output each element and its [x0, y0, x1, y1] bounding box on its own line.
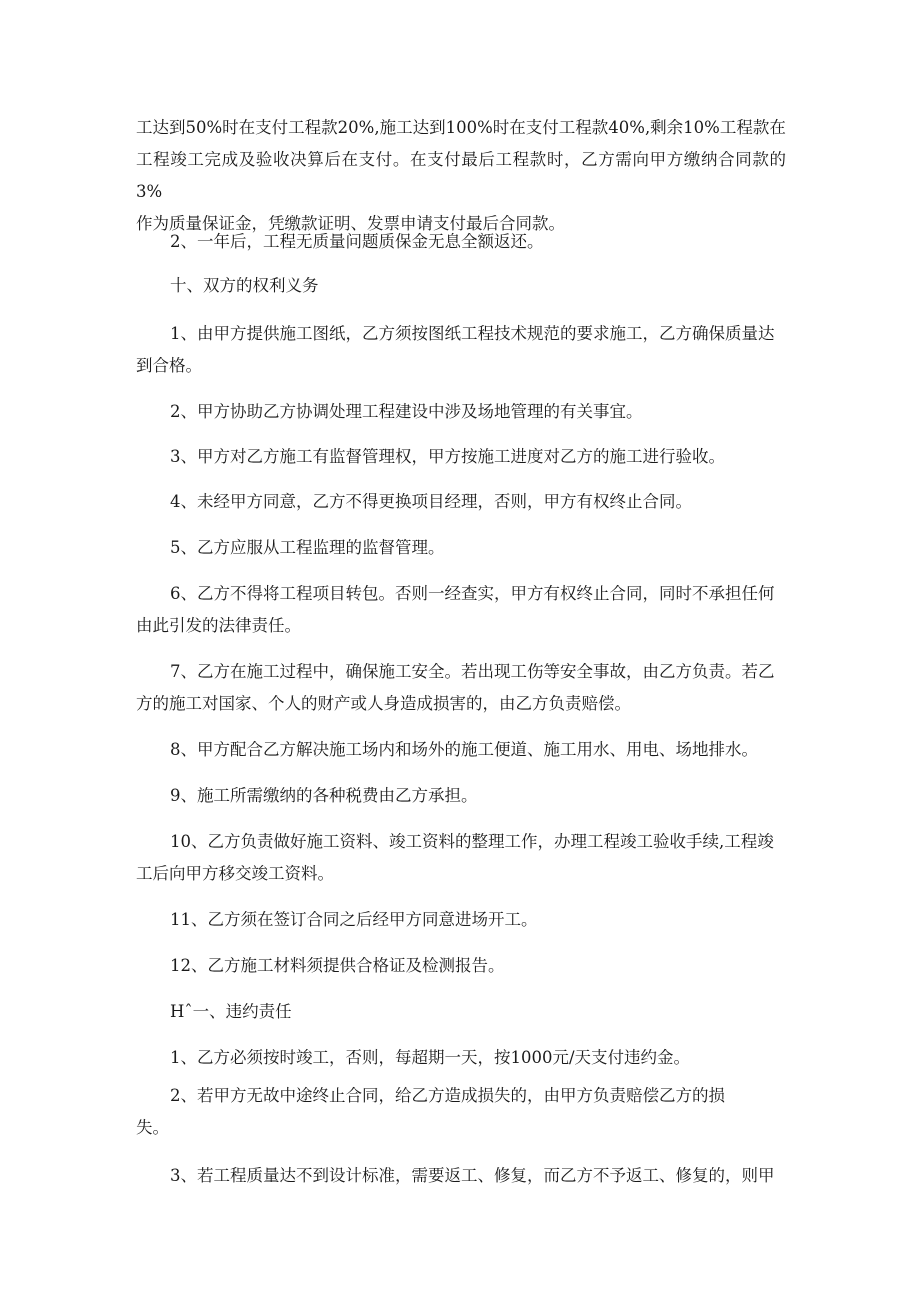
text-line: 失。 — [136, 1118, 169, 1137]
text-line: 到合格。 — [136, 356, 202, 375]
text-line: 工后向甲方移交竣工资料。 — [136, 864, 334, 883]
text-line: 6、乙方不得将工程项目转包。否则一经查实，甲方有权终止合同，同时不承担任何 — [170, 584, 775, 603]
paragraph-breach-2 — [136, 1080, 756, 1144]
text-line: 1、由甲方提供施工图纸，乙方须按图纸工程技术规范的要求施工，乙方确保质量达 — [170, 324, 775, 343]
text-line: 10、乙方负责做好施工资料、竣工资料的整理工作，办理工程竣工验收手续,工程竣 — [170, 832, 774, 851]
text-line: 2、若甲方无故中途终止合同，给乙方造成损失的，由甲方负责赔偿乙方的损 — [170, 1086, 725, 1105]
text-line: 作为质量保证金，凭缴款证明、发票申请支付最后合同款。 — [136, 214, 565, 233]
paragraph-rights-5 — [136, 532, 786, 564]
paragraph-breach-3 — [136, 1160, 786, 1192]
text-line: 工程竣工完成及验收决算后在支付。在支付最后工程款时，乙方需向甲方缴纳合同款的3% — [136, 150, 786, 201]
text-line: 2、一年后，工程无质量问题质保金无息全额返还。 — [170, 232, 544, 251]
text-line: 11、乙方须在签订合同之后经甲方同意进场开工。 — [170, 910, 538, 929]
text-line: 1、乙方必须按时竣工，否则，每超期一天，按1000元/天支付违约金。 — [170, 1048, 691, 1067]
paragraph-rights-6 — [136, 578, 786, 642]
paragraph-rights-2 — [136, 396, 786, 428]
heading-text: 十、双方的权利义务 — [170, 276, 319, 295]
paragraph-rights-11 — [136, 904, 786, 936]
paragraph-rights-3 — [136, 441, 786, 473]
text-line: 由此引发的法律责任。 — [136, 616, 301, 635]
heading-text: Hˆ一、违约责任 — [170, 1002, 292, 1021]
paragraph-rights-7 — [136, 656, 786, 720]
text-line: 5、乙方应服从工程监理的监督管理。 — [170, 538, 445, 557]
paragraph-retention — [136, 226, 786, 258]
text-line: 4、未经甲方同意，乙方不得更换项目经理，否则，甲方有权终止合同。 — [170, 492, 692, 511]
paragraph-rights-1 — [136, 318, 786, 382]
paragraph-rights-4 — [136, 486, 786, 518]
paragraph-breach-1 — [136, 1042, 786, 1074]
text-line: 3、甲方对乙方施工有监督管理权，甲方按施工进度对乙方的施工进行验收。 — [170, 447, 725, 466]
paragraph-rights-8 — [136, 734, 786, 766]
section-heading-11 — [136, 996, 786, 1028]
text-line: 8、甲方配合乙方解决施工场内和场外的施工便道、施工用水、用电、场地排水。 — [170, 740, 758, 759]
section-heading-10 — [136, 270, 786, 302]
paragraph-rights-9 — [136, 780, 786, 812]
text-line: 3、若工程质量达不到设计标准，需要返工、修复，而乙方不予返工、修复的，则甲 — [170, 1166, 775, 1185]
paragraph-payment-terms — [136, 112, 786, 240]
paragraph-rights-12 — [136, 950, 786, 982]
text-line: 方的施工对国家、个人的财产或人身造成损害的，由乙方负责赔偿。 — [136, 694, 631, 713]
text-line: 2、甲方协助乙方协调处理工程建设中涉及场地管理的有关事宜。 — [170, 402, 643, 421]
paragraph-rights-10 — [136, 826, 786, 890]
text-line: 工达到50%时在支付工程款20%,施工达到100%时在支付工程款40%,剩余10%工程款在 — [136, 118, 786, 137]
text-line: 7、乙方在施工过程中，确保施工安全。若出现工伤等安全事故，由乙方负责。若乙 — [170, 662, 775, 681]
text-line: 9、施工所需缴纳的各种税费由乙方承担。 — [170, 786, 478, 805]
text-line: 12、乙方施工材料须提供合格证及检测报告。 — [170, 956, 505, 975]
